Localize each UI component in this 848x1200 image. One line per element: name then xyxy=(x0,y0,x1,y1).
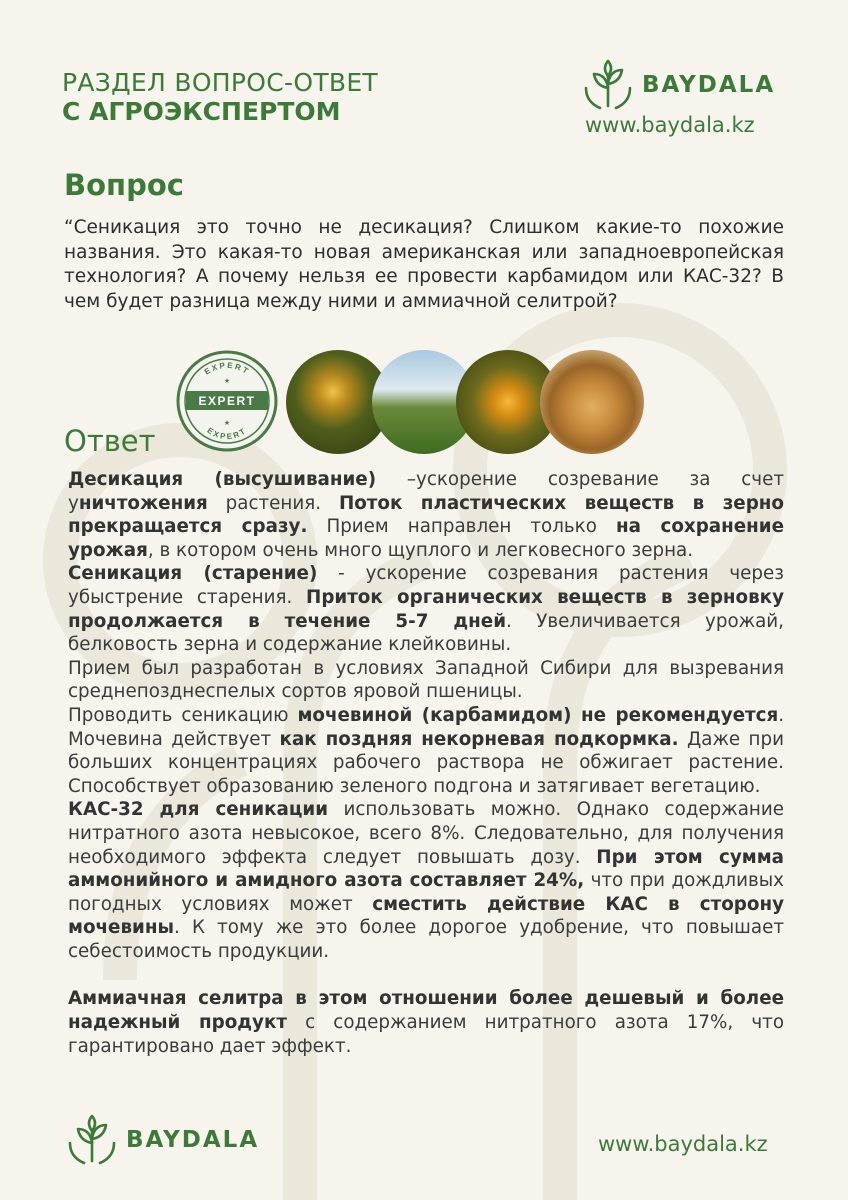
text-run: . К тому же это более дорогое удобрение, что повышает себестоимость продукции. xyxy=(68,917,784,962)
answer-paragraph xyxy=(68,704,784,798)
badge-top-text: EXPERT xyxy=(202,360,252,377)
bold-text-run: Поток пластических веществ в зерно прекращается сразу. xyxy=(68,492,784,538)
answer-heading: Ответ xyxy=(64,424,156,458)
star-icon: ★ xyxy=(223,420,231,427)
answer-paragraph xyxy=(68,798,784,963)
text-run: Проводить сеникацию xyxy=(68,704,298,726)
answer-paragraph xyxy=(68,987,784,1058)
text-run: Даже при больших концентрациях рабочего раствора не обжигает растение. Способствует образованию зеленого подгона и затягивает вегетацию. xyxy=(68,728,784,797)
bold-text-run: ничтожения xyxy=(78,492,208,514)
section-title-line2: С АГРОЭКСПЕРТОМ xyxy=(62,97,341,126)
brand-name: BAYDALA xyxy=(126,1127,260,1153)
brand-logo-bottom[interactable] xyxy=(66,1113,259,1167)
badge-center-text: EXPERT xyxy=(198,394,256,408)
section-title xyxy=(62,68,378,126)
question-text: “Сеникация это точно не десикация? Слишком какие-то похожие названия. Это какая-то новая американская или западноевропейская технология? А почему нельзя ее провести карбамидом или КАС-32? В чем будет разница между ними и аммиачной селитрой? xyxy=(64,217,784,312)
answer-paragraph xyxy=(68,468,784,562)
question-heading: Вопрос xyxy=(64,168,184,202)
bold-text-run: мочевиной (карбамидом) не рекомендуется xyxy=(297,704,779,726)
sprout-hands-icon xyxy=(582,58,634,112)
sprout-hands-icon xyxy=(66,1113,118,1167)
text-run: растения. xyxy=(207,492,339,514)
bold-text-run: При этом сумма аммонийного и амидного азота составляет 24%, xyxy=(68,846,784,892)
bold-text-run: Сеникация (старение) xyxy=(68,563,318,585)
bold-text-run: Десикация (высушивание) xyxy=(68,469,377,490)
bold-text-run: КАС-32 для сеникации xyxy=(68,799,329,821)
text-run: Прием направлен только xyxy=(307,516,616,538)
text-run: –ускорение созревание за счет у xyxy=(68,469,784,514)
section-title-line1: РАЗДЕЛ ВОПРОС-ОТВЕТ xyxy=(62,68,379,97)
text-run: Прием был разработан в условиях Западной Сибири для вызревания среднепозднеспелых сортов яровой пшеницы. xyxy=(68,657,784,703)
text-run: использовать можно. Однако содержание нитратного азота невысокое, всего 8%. Следовательно, для получения необходимого эффекта следует повышать дозу. xyxy=(68,799,784,868)
star-icon: ★ xyxy=(223,378,231,385)
brand-logo-top[interactable] xyxy=(582,58,775,112)
text-run: - ускорение созревания растения через убыстрение старения. xyxy=(68,563,784,608)
bold-text-run: на сохранение урожая xyxy=(68,516,784,561)
text-run: . Мочевина действует xyxy=(68,704,784,750)
brand-name: BAYDALA xyxy=(642,72,776,98)
answer-paragraph xyxy=(68,657,784,704)
bold-text-run: как поздняя некорневая подкормка. xyxy=(279,728,679,750)
expert-badge xyxy=(176,350,278,452)
badge-bottom-text: EXPERT xyxy=(205,425,249,442)
answer-paragraph xyxy=(68,562,784,656)
website-url-bottom[interactable]: www.baydala.kz xyxy=(598,1132,768,1156)
text-run: что при дождливых погодных условиях может xyxy=(68,870,784,915)
website-url-top[interactable]: www.baydala.kz xyxy=(585,113,755,137)
bold-text-run: Приток органических веществ в зерновку продолжается в течение 5-7 дней xyxy=(68,586,784,632)
text-run: , в котором очень много щуплого и легковесного зерна. xyxy=(147,539,694,561)
answer-body xyxy=(68,468,784,1058)
bold-text-run: сместить действие КАС в сторону мочевины xyxy=(68,893,784,939)
text-run: с содержанием нитратного азота 17%, что гарантировано дает эффект. xyxy=(68,1012,785,1057)
grain-in-hands-photo xyxy=(540,350,644,454)
bold-text-run: Аммиачная селитра в этом отношении более дешевый и более надежный продукт xyxy=(68,988,784,1034)
text-run: . Увеличивается урожай, белковость зерна и содержание клейковины. xyxy=(68,610,784,656)
paragraph-gap xyxy=(68,963,784,987)
